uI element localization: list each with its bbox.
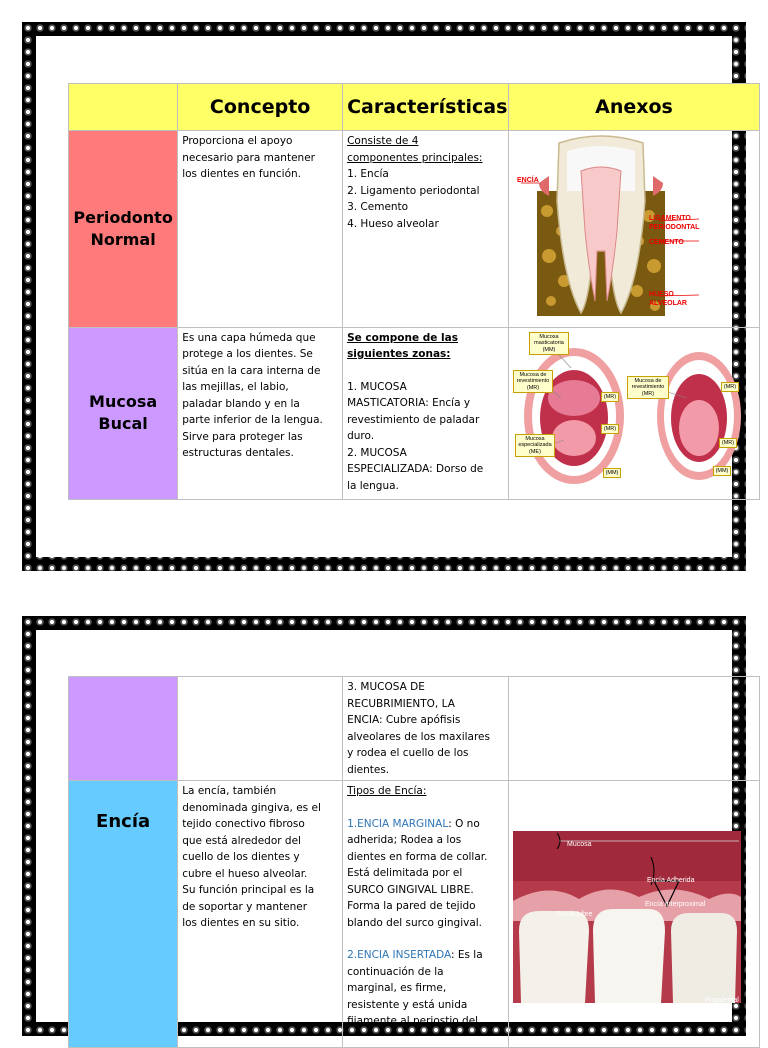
text-line: Proporciona el apoyo: [182, 135, 293, 147]
char-title: Consiste de 4: [347, 135, 419, 147]
page-2-content: [36, 630, 739, 1027]
header-caracteristicas: Características: [343, 84, 509, 131]
header-blank-cell: [69, 84, 178, 131]
box-line: revestimiento: [631, 384, 665, 390]
text-line: ENCIA: Cubre apófisis: [347, 714, 461, 726]
char-title: siguientes zonas:: [347, 348, 451, 360]
text-line: las mejillas, el labio,: [182, 381, 289, 393]
characteristics-mucosa: [343, 327, 509, 500]
box-line: Mucosa: [539, 333, 559, 340]
annex-mucosa: [508, 327, 759, 500]
label-ligamento-2: PERIODONTAL: [648, 224, 700, 231]
text-line: resistente y está unida: [347, 998, 468, 1011]
spacer: [347, 363, 504, 379]
label-hueso-2: ALVEOLAR: [648, 300, 687, 307]
char-item: 1. Encía: [347, 168, 389, 180]
tipo-1-rest: : O no: [448, 817, 480, 830]
text-line: Su función principal es la: [182, 884, 315, 896]
tipo-2-name: 2.ENCIA INSERTADA: [347, 949, 451, 961]
concept-periodonto: [178, 131, 343, 328]
text-line: de soportar y mantener: [182, 900, 308, 913]
text-line: alveolares de los maxilares: [347, 730, 490, 743]
text-line: paladar blando y en la: [182, 397, 300, 410]
label-mucosa-continued: [69, 677, 178, 781]
gum-label-mucosa: Mucosa: [566, 841, 592, 848]
text-line: Forma la pared de tejido: [347, 900, 476, 912]
label-cemento: CEMENTO: [648, 239, 684, 246]
text-line: ESPECIALIZADA: Dorso de: [347, 463, 484, 475]
box-mr-4: (MR): [719, 438, 737, 449]
text-line: 2. MUCOSA: [347, 446, 407, 459]
text-line: sitúa en la cara interna de: [182, 364, 321, 377]
gum-photo: [509, 781, 759, 1047]
row-encia: [69, 781, 760, 1048]
box-line: (MR): [526, 384, 540, 391]
label-encia: ENCÍA: [516, 177, 539, 184]
text-line: tejido conectivo fibroso: [182, 818, 305, 830]
text-line: La encía, también: [182, 785, 277, 797]
label-mucosa-line-2: Bucal: [98, 414, 148, 434]
box-line: Mucosa de: [519, 371, 547, 378]
text-line: los dientes en su sitio.: [182, 917, 300, 929]
char-item: 3. Cemento: [347, 201, 409, 213]
box-line: especializada: [518, 442, 552, 448]
spacer: [347, 800, 504, 816]
text-line: SURCO GINGIVAL LIBRE.: [347, 883, 474, 896]
text-line: revestimiento de paladar: [347, 413, 480, 426]
text-line: necesario para mantener: [182, 151, 315, 164]
text-line: la lengua.: [347, 479, 399, 492]
tipo-2-rest: : Es la: [450, 949, 483, 961]
box-mm-1: (MM): [603, 468, 621, 479]
box-line: revestimiento: [516, 378, 550, 384]
label-periodonto-line-2: Normal: [90, 229, 156, 249]
text-line: RECUBRIMIENTO, LA: [347, 697, 455, 710]
annex-periodonto: [508, 131, 759, 328]
box-revestimiento-left: [513, 370, 553, 394]
text-line: dientes en forma de collar.: [347, 850, 488, 863]
tipos-title: Tipos de Encía:: [347, 785, 427, 797]
table-header-row: [69, 84, 760, 131]
char-title: Se compone de las: [347, 331, 458, 344]
text-line: blando del surco gingival.: [347, 916, 483, 929]
characteristics-encia: [343, 781, 509, 1048]
label-periodonto-line-1: Periodonto: [73, 207, 173, 227]
text-line: 3. MUCOSA DE: [347, 681, 425, 693]
gum-label-adherida: Encía Adherida: [646, 877, 695, 884]
page-1-content: [36, 36, 737, 557]
box-mr-1: (MR): [601, 392, 619, 403]
text-line: duro.: [347, 430, 375, 442]
page-1-frame: [22, 22, 746, 571]
box-mm-2: (MM): [713, 466, 731, 477]
box-line: (MR): [641, 390, 655, 397]
text-line: continuación de la: [347, 965, 444, 978]
text-line: marginal, es firme,: [347, 982, 447, 994]
mouth-diagram: [509, 328, 759, 500]
row-periodonto: [69, 131, 760, 328]
text-line: Sirve para proteger las: [182, 430, 303, 443]
box-masticatoria: [529, 332, 569, 356]
tipo-1-name: 1.ENCIA MARGINAL: [347, 817, 449, 830]
box-line: Mucosa: [525, 435, 545, 442]
concept-encia: [178, 781, 343, 1048]
spacer: [347, 931, 504, 947]
tipo-2-heading: [347, 947, 504, 964]
header-concepto: Concepto: [178, 84, 343, 131]
gum-label-interproximal: Encía Interproximal: [644, 901, 706, 908]
text-line: cuello de los dientes y: [182, 851, 300, 863]
char-item: 2. Ligamento periodontal: [347, 184, 480, 197]
box-line: masticatoria: [534, 340, 564, 346]
characteristics-periodonto: [343, 131, 509, 328]
text-line: los dientes en función.: [182, 168, 301, 180]
concept-table-2: [68, 676, 760, 1048]
label-ligamento-1: LIGAMENTO: [648, 215, 691, 222]
page-2-frame: [22, 616, 746, 1036]
concept-table-1: [68, 83, 760, 500]
box-mr-2: (MR): [601, 424, 619, 435]
text-line: que está alrededor del: [182, 834, 301, 847]
text-line: y rodea el cuello de los: [347, 747, 469, 759]
box-revestimiento-right: [627, 376, 669, 400]
concept-mucosa-continued: [178, 677, 343, 781]
text-line: adherida; Rodea a los: [347, 834, 462, 846]
gum-label-libre: Encía Libre: [556, 911, 593, 918]
box-especializada: [515, 434, 555, 458]
label-mucosa: [69, 327, 178, 500]
label-encia: Encía: [69, 781, 178, 1048]
text-line: denominada gingiva, es el: [182, 801, 321, 814]
label-hueso-1: HUESO: [648, 291, 674, 298]
box-mr-3: (MR): [721, 382, 739, 393]
text-line: 1. MUCOSA: [347, 380, 407, 393]
concept-mucosa: [178, 327, 343, 500]
text-line: protege a los dientes. Se: [182, 348, 313, 360]
annex-encia: [508, 781, 759, 1048]
label-periodonto: [69, 131, 178, 328]
box-line: (ME): [529, 448, 541, 455]
annex-mucosa-continued: [508, 677, 759, 781]
text-line: fijamente al periostio del: [347, 1015, 479, 1027]
box-line: Mucosa de: [634, 377, 662, 384]
char-item: 4. Hueso alveolar: [347, 217, 439, 230]
row-mucosa: [69, 327, 760, 500]
text-line: MASTICATORIA: Encía y: [347, 397, 471, 409]
char-title: componentes principales:: [347, 151, 483, 164]
box-line: (MM): [542, 346, 556, 353]
label-mucosa-line-1: Mucosa: [89, 392, 158, 412]
text-line: estructuras dentales.: [182, 447, 294, 459]
text-line: Es una capa húmeda que: [182, 331, 316, 344]
text-line: parte inferior de la lengua.: [182, 414, 323, 426]
tooth-diagram: [509, 131, 759, 327]
text-line: Está delimitada por el: [347, 867, 463, 879]
text-line: dientes.: [347, 763, 390, 776]
tipo-1-heading: [347, 816, 504, 833]
header-anexos: Anexos: [508, 84, 759, 131]
row-mucosa-continued: [69, 677, 760, 781]
characteristics-mucosa-continued: [343, 677, 509, 781]
gum-label-brand: Propdental: [704, 997, 739, 1004]
tooth-illustration: [509, 131, 748, 321]
text-line: cubre el hueso alveolar.: [182, 867, 308, 880]
